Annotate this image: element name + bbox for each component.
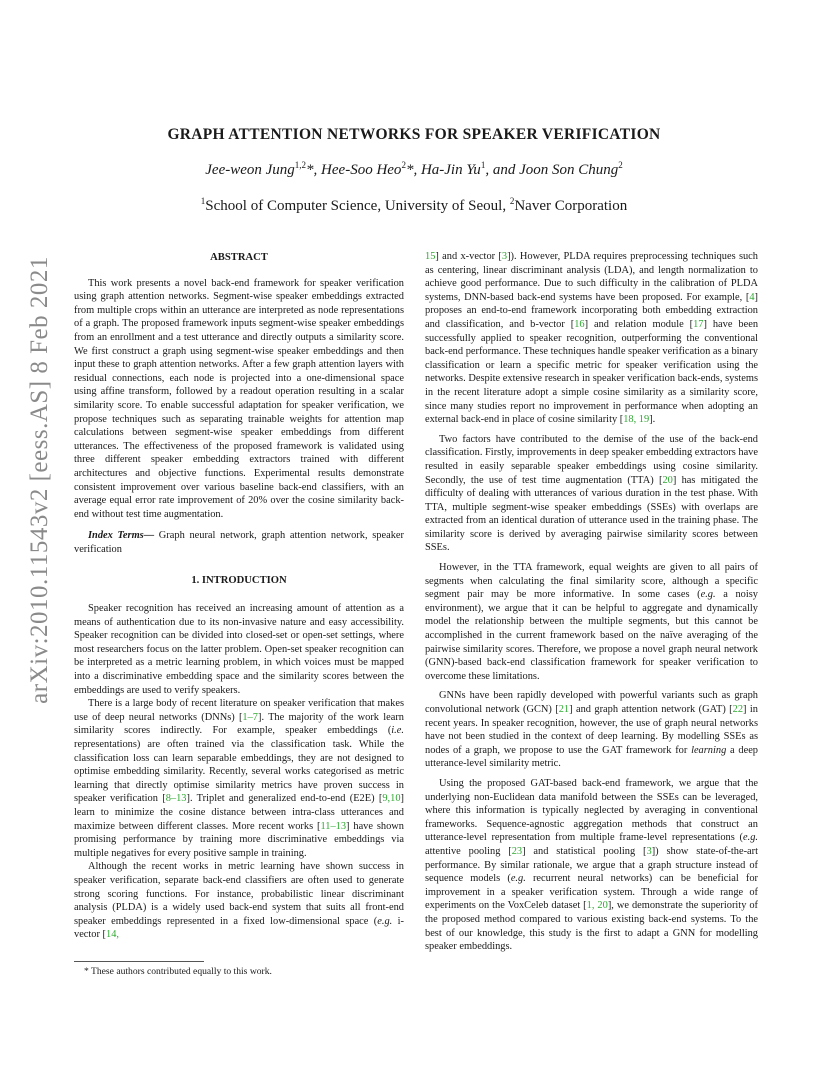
- affiliations: $^1$School of Computer Science, University of Seoul, $^2$Naver Corporation: [200, 196, 628, 214]
- footnote: * These authors contributed equally to this work.: [84, 966, 272, 977]
- citation-link[interactable]: 3: [501, 251, 508, 262]
- citation-link[interactable]: 4: [749, 291, 755, 303]
- citation-link[interactable]: 20: [662, 474, 673, 486]
- paragraph: Speaker recognition has received an increasing amount of attention as a means of authentication due to its non-invasive nature and easy accessibility. Speaker recognition can be divided into closed-set or open-set settings, where most researchers focus on the latter problem. Open-set speaker recognition can be interpreted as a metric learning problem, in which voices must be mapped into a discriminative embedding space and the similarity scores between the embeddings are used to verify speakers.: [74, 603, 404, 696]
- citation-link[interactable]: 22: [732, 704, 744, 715]
- index-terms: Index Terms— Graph neural network, graph attention network, speaker verification: [74, 530, 404, 555]
- paper-title: GRAPH ATTENTION NETWORKS FOR SPEAKER VERIFICATION: [167, 126, 661, 143]
- footnote-rule: [74, 961, 204, 962]
- citation-link[interactable]: 1, 20: [586, 900, 608, 912]
- citation-link[interactable]: 18, 19: [623, 414, 650, 426]
- paragraph: There is a large body of recent literature on speaker verification that makes use of deep neural networks (DNNs) [1–7]. The majority of the work learn similarity scores indirectly. For example, speaker embeddings (i.e. representations) are often trained via the classification task. While the classification loss can learn separable embeddings, they are not designed to optimise embedding similarity. Recently, several works categorised as metric learning that directly optimise similarity metrics have proven success in speaker verification [8–13]. Triplet and generalized end-to-end (E2E) [9,10] learn to minimize the cosine distance between intra-class utterances and maximize between different classes. More recent works [11–13] have shown promising performance by training more discriminative embeddings via multiple negatives for every positive sample in training.: [74, 698, 404, 859]
- citation-link[interactable]: 9,10: [382, 793, 401, 805]
- paragraph: Two factors have contributed to the demise of the use of the back-end classification. Firstly, improvements in deep speaker embedding extractors have resulted in easily separable speaker embeddings using cosine similarity. Secondly, the use of test time augmentation (TTA) [20] has mitigated the difficulty of dealing with utterances of various duration in the test phase. With TTA, multiple segment-wise speaker embeddings (SSEs) with overlaps are extracted from an identical duration of utterance used in the training phase. The similarity score is derived by averaging pairwise similarity scores between SSEs.: [425, 433, 758, 554]
- paragraph: 15] and x-vector [3]). However, PLDA requires preprocessing techniques such as centering, linear discriminant analysis (LDA), and length normalization to achieve good performance. Due to such difficulty in the calibration of PLDA systems, DNN-based back-end systems have been proposed. For example, [4] proposes an end-to-end framework incorporating both embedding extraction and classification, and b-vector [16] and relation module [17] have been successfully applied to speaker recognition, outperforming the conventional back-end performance. These techniques handle speaker verification as a binary classification or learn a specific metric for speaker verification using the networks. Despite extensive research in speaker verification back-ends, systems in the recent literature adopt a simple cosine similarity as a similarity score, since many studies report no improvement in performance when adopting an external back-end in place of cosine similarity [18, 19].: [425, 251, 759, 426]
- citation-link[interactable]: 3: [646, 845, 652, 857]
- abstract-text: This work presents a novel back-end framework for speaker verification using graph attention networks. Segment-wise speaker embeddings extracted from multiple crops within an utterance are interpreted as node representations of a graph. The proposed framework inputs segment-wise speaker embeddings from an enrollment and a test utterance and directly outputs a similarity score. We first construct a graph using segment-wise speaker embeddings and then input these to graph attention networks. After a few graph attention layers with residual connections, each node is projected into a one-dimensional space using affine transform, followed by a readout operation resulting in a scalar similarity score. To enable successful adaptation for speaker verification, we propose techniques such as separating trainable weights for attention map calculations between segment-wise speaker embeddings from different utterances. The effectiveness of the proposed framework is validated using three different speaker embedding extractors trained with different architectures and objective functions. Experimental results demonstrate consistent improvement over various baseline back-end classifiers, with an average equal error rate improvement of 20% over the cosine similarity back-end without test time augmentation.: [74, 277, 404, 520]
- abstract-heading: ABSTRACT: [210, 252, 268, 263]
- citation-link[interactable]: 14,: [106, 929, 120, 941]
- citation-link[interactable]: 16: [574, 318, 585, 330]
- citation-link[interactable]: 11–13: [320, 820, 347, 832]
- paragraph: GNNs have been rapidly developed with powerful variants such as graph convolutional network (GCN) [21] and graph attention network (GAT) [22] in recent years. In speaker recognition, however, the use of graph neural networks have not been studied in the context of deep learning. By modelling SSEs as nodes of a graph, we propose to use the GAT framework for learning a deep utterance-level similarity metric.: [425, 690, 758, 770]
- paragraph: Using the proposed GAT-based back-end framework, we argue that the underlying non-Euclidean data manifold between the SSEs can be leveraged, where this information is typically neglected by averaging in conventional frameworks. Sequence-agnostic aggregation methods that construct an utterance-level representation from multiple frame-level representations (e.g. attentive pooling [23] and statistical pooling [3]) show state-of-the-art performance. By similar rationale, we argue that a graph structure instead of sequence models (e.g. recurrent neural networks) can be beneficial for improvement in a speaker verification system. Through a wide range of experiments on the VoxCeleb dataset [1, 20], we demonstrate the superiority of the proposed method compared to various existing back-end systems. To the best of our knowledge, this study is the first to adapt a GNN for modelling speaker embeddings.: [425, 777, 759, 953]
- citation-link[interactable]: 21: [558, 704, 570, 715]
- right-column: [425, 250, 758, 954]
- paragraph: Although the recent works in metric learning have shown success in speaker verification, separate back-end classifiers are often used to generate strong scoring functions. For instance, probabilistic linear discriminant analysis (PLDA) is a widely used back-end system that suits all front-end speaker embeddings represented in a fixed low-dimensional space (e.g. i-vector [14,: [74, 861, 404, 941]
- section-heading: 1. INTRODUCTION: [191, 575, 287, 587]
- citation-link[interactable]: 15: [425, 251, 436, 262]
- arxiv-stamp: arXiv:2010.11543v2 [eess.AS] 8 Feb 2021: [26, 256, 53, 704]
- citation-link[interactable]: 23: [511, 845, 523, 857]
- citation-link[interactable]: 1–7: [242, 711, 258, 723]
- citation-link[interactable]: 17: [693, 318, 704, 330]
- citation-link[interactable]: 8–13: [165, 793, 187, 805]
- author-list: Jee-weon Jung$^{1,2}$*, Hee-Soo Heo$^2$*, Ha-Jin Yu$^1$, and Joon Son Chung$^2$: [205, 160, 623, 178]
- left-column: [74, 251, 404, 942]
- paragraph: However, in the TTA framework, equal weights are given to all pairs of segments when calculating the final similarity score, although a specific segment pair may be more informative. In some cases (e.g. a noisy environment), we argue that it can be helpful to aggregate and dynamically model the relationship between the multiple segments, but this cannot be accomplished in the current framework based on the naïve averaging of the pairwise similarity scores. Therefore, we propose a novel graph neural network (GNN)-based back-end classification framework for speaker verification to overcome these limitations.: [425, 562, 759, 682]
